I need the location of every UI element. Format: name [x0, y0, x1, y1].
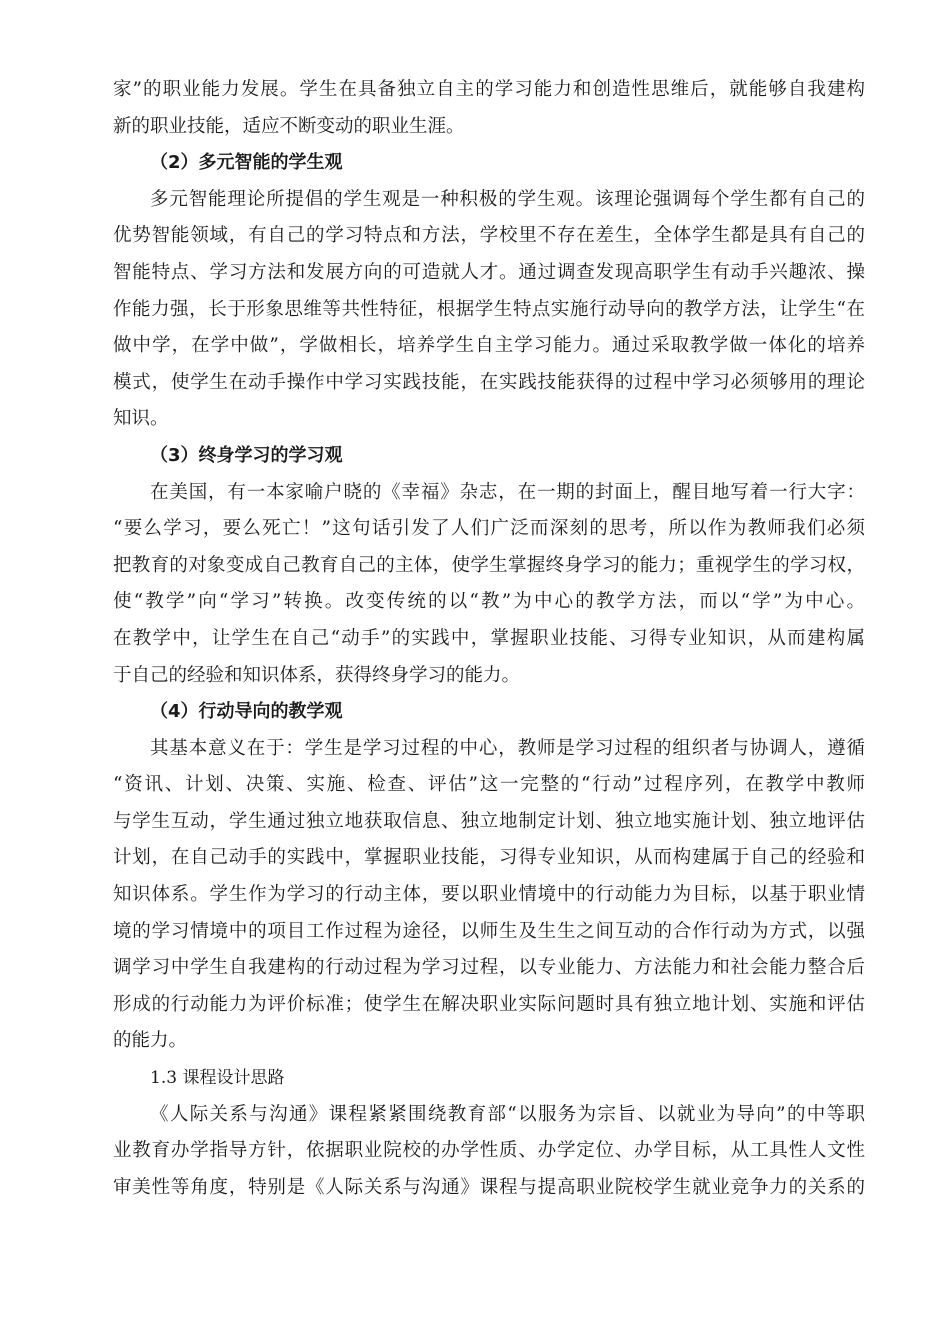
paragraph-line: 形成的行动能力为评价标准；使学生在解决职业实际问题时具有独立地计划、实施和评估	[113, 993, 865, 1015]
section-heading-course-design: 1.3 课程设计思路	[150, 1068, 285, 1089]
paragraph-line: 调学习中学生自我建构的行动过程为学习过程，以专业能力、方法能力和社会能力整合后	[113, 957, 865, 979]
paragraph-line: 把教育的对象变成自己教育自己的主体，使学生掌握终身学习的能力；重视学生的学习权，	[113, 554, 865, 576]
paragraph-line: 业教育办学指导方针，依据职业院校的办学性质、办学定位、办学目标，从工具性人文性	[113, 1140, 865, 1162]
paragraph-line: 知识体系。学生作为学习的行动主体，要以职业情境中的行动能力为目标，以基于职业情	[113, 884, 865, 906]
paragraph-line: 在美国，有一本家喻户晓的《幸福》杂志，在一期的封面上，醒目地写着一行大字：	[150, 481, 865, 503]
document-body	[113, 72, 865, 1206]
paragraph-line: 的能力。	[113, 1030, 188, 1052]
paragraph-line: 审美性等角度，特别是《人际关系与沟通》课程与提高职业院校学生就业竞争力的关系的	[113, 1176, 865, 1198]
paragraph-line: 新的职业技能，适应不断变动的职业生涯。	[113, 115, 465, 137]
paragraph-line: 家”的职业能力发展。学生在具备独立自主的学习能力和创造性思维后，就能够自我建构	[113, 79, 865, 100]
section-heading-student-view: （2）多元智能的学生观	[150, 152, 343, 174]
section-heading-teaching-view: （4）行动导向的教学观	[150, 701, 343, 723]
paragraph-line: “资讯、计划、决策、实施、检查、评估”这一完整的“行动”过程序列，在教学中教师	[113, 774, 865, 796]
paragraph-line: “要么学习，要么死亡！”这句话引发了人们广泛而深刻的思考，所以作为教师我们必须	[113, 518, 865, 540]
paragraph-line: 知识。	[113, 408, 169, 430]
paragraph-line: 作能力强，长于形象思维等共性特征，根据学生特点实施行动导向的教学方法，让学生“在	[113, 298, 865, 320]
paragraph-line: 使“教学”向“学习”转换。改变传统的以“教”为中心的教学方法，而以“学”为中心。	[113, 591, 865, 613]
paragraph-line: 优势智能领域，有自己的学习特点和方法，学校里不存在差生，全体学生都是具有自己的	[113, 225, 865, 247]
paragraph-line: 在教学中，让学生在自己“动手”的实践中，掌握职业技能、习得专业知识，从而建构属	[113, 627, 865, 649]
paragraph-line: 智能特点、学习方法和发展方向的可造就人才。通过调查发现高职学生有动手兴趣浓、操	[113, 261, 865, 283]
paragraph-line: 其基本意义在于：学生是学习过程的中心，教师是学习过程的组织者与协调人，遵循	[150, 737, 865, 759]
paragraph-line: 境的学习情境中的项目工作过程为途径，以师生及生生之间互动的合作行动为方式，以强	[113, 920, 865, 942]
paragraph-line: 模式，使学生在动手操作中学习实践技能，在实践技能获得的过程中学习必须够用的理论	[113, 371, 865, 393]
paragraph-line: 与学生互动，学生通过独立地获取信息、独立地制定计划、独立地实施计划、独立地评估	[113, 810, 865, 832]
paragraph-line: 做中学，在学中做”，学做相长，培养学生自主学习能力。通过采取教学做一体化的培养	[113, 335, 865, 357]
paragraph-line: 于自己的经验和知识体系，获得终身学习的能力。	[113, 664, 521, 686]
paragraph-line: 多元智能理论所提倡的学生观是一种积极的学生观。该理论强调每个学生都有自己的	[150, 188, 865, 210]
section-heading-learning-view: （3）终身学习的学习观	[150, 444, 343, 466]
paragraph-line: 《人际关系与沟通》课程紧紧围绕教育部“以服务为宗旨、以就业为导向”的中等职	[150, 1103, 865, 1125]
paragraph-line: 计划，在自己动手的实践中，掌握职业技能，习得专业知识，从而构建属于自己的经验和	[113, 847, 865, 869]
